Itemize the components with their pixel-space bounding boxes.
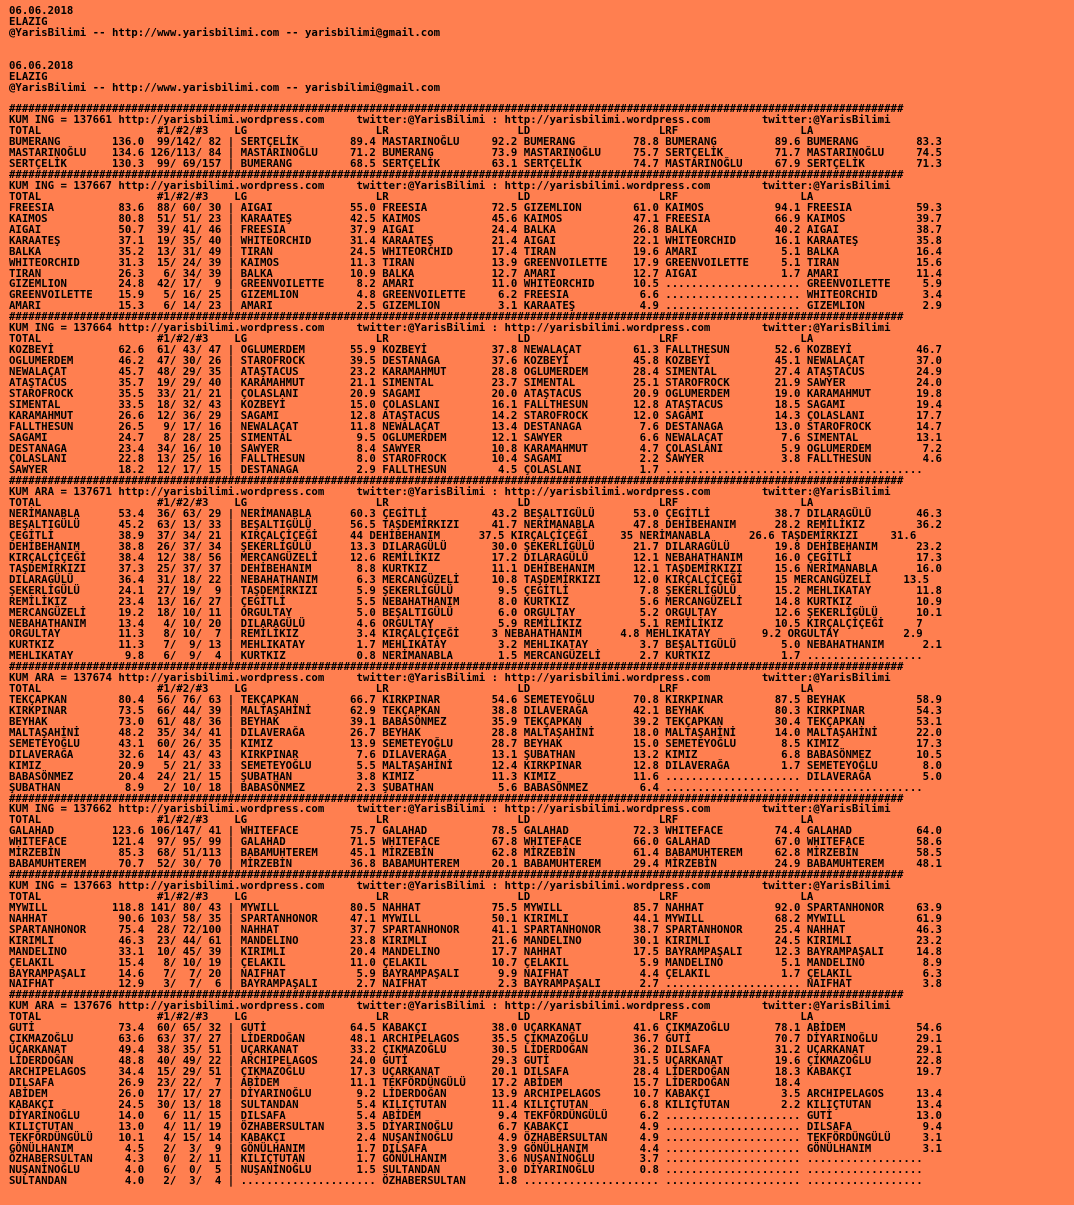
report-line: ÇIKMAZOĞLU 63.6 63/ 37/ 27 | LİDERDOĞAN 48.1 ARCHIPELAGOS 35.5 ÇIKMAZOĞLU 36.7 GUTİ 70.7 DİYARINOĞLU 29.1 [9, 1032, 942, 1046]
report-line: ATAŞTACUS 35.7 19/ 29/ 40 | KARAMAHMUT 21.1 SIMENTAL 23.7 SIMENTAL 25.1 STAROFROCK 21.9 SAWYER 24.0 [9, 375, 942, 389]
report-line: MYWILL 118.8 141/ 80/ 43 | MYWILL 80.5 NAHHAT 75.5 MYWILL 85.7 NAHHAT 92.0 SPARTANHONOR 63.9 [9, 900, 942, 914]
report-line: NEBAHATHANIM 13.4 4/ 10/ 20 | DILARAGÜLÜ 4.6 ORGULTAY 5.9 REMİLİKIZ 5.1 REMİLİKIZ 10.5 KIRÇALÇİÇEĞİ 7 [9, 616, 923, 630]
report-line: TOTAL #1/#2/#3 LG LR LD LRF LA [9, 189, 814, 203]
report-line: TOTAL #1/#2/#3 LG LR LD LRF LA [9, 813, 814, 827]
report-line: ELAZIG [9, 69, 48, 83]
report-line: KUM ING = 137663 http://yarisbilimi.wordpress.com twitter:@YarisBilimi : http://yarisbilimi.wordpress.com twitter:@YarisBilimi [9, 879, 891, 892]
report-line: NERİMANABLA 53.4 36/ 63/ 29 | NERİMANABLA 60.3 ÇEGİTLİ 43.2 BEŞALTIGÜLÜ 53.0 ÇEGİTLİ 38.7 DILARAGÜLÜ 46.3 [9, 507, 942, 521]
report-line: KUM ING = 137662 http://yarisbilimi.wordpress.com twitter:@YarisBilimi : http://yarisbilimi.wordpress.com twitter:@YarisBilimi [9, 802, 891, 816]
report-line: MANDELINO 33.1 10/ 45/ 39 | KIRIMLI 20.4 MANDELINO 17.7 NAHHAT 17.5 BAYRAMPAŞALI 12.3 BAYRAMPAŞALI 14.8 [9, 944, 942, 958]
report-line: BABASÖNMEZ 20.4 24/ 21/ 15 | ŞUBATHAN 3.8 KIMIZ 11.3 KIMIZ 11.6 ..................... DILAVERAĞA 5.0 [9, 769, 942, 783]
report-line: BEYHAK 73.0 61/ 48/ 36 | BEYHAK 39.1 BABASÖNMEZ 35.9 TEKÇAPKAN 39.2 TEKÇAPKAN 30.4 TEKÇAPKAN 53.1 [9, 714, 942, 728]
report-line: DEHİBEHANIM 38.8 26/ 37/ 34 | ŞEKERLİGÜLÜ 13.3 DILARAGÜLÜ 30.0 ŞEKERLİGÜLÜ 21.7 DILARAGÜLÜ 19.8 DEHİBEHANIM 23.2 [9, 539, 942, 553]
report-line: ÇEGİTLİ 38.9 37/ 34/ 21 | KIRÇALÇİÇEĞİ 44 DEHİBEHANIM 37.5 KIRÇALÇİÇEĞİ 35 NERİMANABLA 26.6 TAŞDEMİRKIZI 31.6 [9, 529, 917, 542]
report-line: TOTAL #1/#2/#3 LG LR LD LRF LA [9, 496, 814, 510]
report-line: ŞUBATHAN 8.9 2/ 10/ 18 | BABASÖNMEZ 2.3 ŞUBATHAN 5.6 BABASÖNMEZ 6.4 ..................... .................. [9, 780, 923, 794]
report-line: LİDERDOĞAN 48.8 40/ 49/ 22 | ARCHIPELAGOS 24.0 GUTİ 29.3 GUTİ 31.5 UÇARKANAT 19.6 ÇIKMAZOĞLU 22.8 [9, 1054, 942, 1067]
report-line: ELAZIG [9, 14, 48, 28]
report-line: KABAKÇI 24.5 30/ 13/ 18 | SULTANDAN 5.4 KILIÇTUTAN 11.4 KILIÇTUTAN 6.8 KILIÇTUTAN 2.2 KILIÇTUTAN 13.4 [9, 1097, 942, 1111]
report-line: KIRKPINAR 73.5 66/ 44/ 39 | MALTAŞAHİNİ 62.9 TEKÇAPKAN 38.8 DILAVERAĞA 42.1 BEYHAK 80.3 KIRKPINAR 54.3 [9, 704, 942, 717]
report-line: ÖZHABERSULTAN 4.3 0/ 2/ 11 | KILIÇTUTAN 1.7 GÖNÜLHANIM 3.6 NUŞANİNOĞLU 3.7 ..................... .................. [9, 1152, 923, 1166]
report-line: ARCHIPELAGOS 34.4 15/ 29/ 51 | ÇIKMAZOĞLU 17.3 UÇARKANAT 20.1 DILSAFA 28.4 LİDERDOĞAN 18.3 KABAKÇI 19.7 [9, 1064, 942, 1078]
report-line: REMİLİKIZ 23.4 13/ 16/ 27 | ÇEGİTLİ 5.5 NEBAHATHANIM 8.0 KURTKIZ 5.6 MERCANGÜZELİ 14.8 KURTKIZ 10.9 [9, 594, 942, 608]
report-line: ########################################################################################################################################### [9, 868, 904, 882]
race-report-document [9, 6, 942, 1187]
report-line: ########################################################################################################################################### [9, 310, 904, 324]
report-line: DILSAFA 26.9 23/ 22/ 7 | ABİDEM 11.1 TEKFÖRDÜNGÜLÜ 17.2 ABİDEM 15.7 LİDERDOĞAN 18.4 [9, 1075, 801, 1089]
report-line: TEKFÖRDÜNGÜLÜ 10.1 4/ 15/ 14 | KABAKÇI 2.4 NUŞANİNOĞLU 4.9 ÖZHABERSULTAN 4.9 ..................... TEKFÖRDÜNGÜLÜ 3.1 [9, 1130, 942, 1144]
report-line: MALTAŞAHİNİ 48.2 35/ 34/ 41 | DILAVERAĞA 26.7 BEYHAK 28.8 MALTAŞAHİNİ 18.0 MALTAŞAHİNİ 14.0 MALTAŞAHİNİ 22.0 [9, 725, 942, 739]
report-line: ########################################################################################################################################### [9, 102, 904, 116]
report-line: BEŞALTIGÜLÜ 45.2 63/ 13/ 33 | BEŞALTIGÜLÜ 56.5 TAŞDEMİRKIZI 41.7 NERİMANABLA 47.8 DEHİBEHANIM 28.2 REMİLİKIZ 36.2 [9, 518, 942, 532]
report-line: ########################################################################################################################################### [9, 660, 904, 674]
report-line: BUMERANG 136.0 99/142/ 82 | SERTÇELİK 89.4 MASTARINOĞLU 92.2 BUMERANG 78.8 BUMERANG 89.6 BUMERANG 83.3 [9, 135, 942, 149]
report-line: TOTAL #1/#2/#3 LG LR LD LRF LA [9, 889, 814, 903]
report-line: ########################################################################################################################################### [9, 168, 904, 182]
report-line: TIRAN 26.3 6/ 34/ 39 | BALKA 10.9 BALKA 12.7 AMARI 12.7 AIGAI 1.7 AMARI 11.4 [9, 266, 942, 280]
report-line [9, 39, 942, 50]
report-line: SEMETEYOĞLU 43.1 60/ 26/ 35 | KIMIZ 13.9 SEMETEYOĞLU 28.7 BEYHAK 15.0 SEMETEYOĞLU 8.5 KIMIZ 17.3 [9, 736, 942, 750]
report-line: TOTAL #1/#2/#3 LG LR LD LRF LA [9, 1010, 814, 1024]
report-line: FREESIA 83.6 88/ 60/ 30 | AIGAI 55.0 FREESIA 72.5 GIZEMLION 61.0 KAIMOS 94.1 FREESIA 59.3 [9, 200, 942, 214]
report-line: DESTANAGA 23.4 34/ 16/ 10 | SAWYER 8.4 SAWYER 10.8 KARAMAHMUT 4.7 ÇOLASLANI 5.9 OGLUMERDEM 7.2 [9, 441, 942, 455]
report-line: MERCANGÜZELİ 19.2 18/ 10/ 11 | ORGULTAY 5.0 BEŞALTIGÜLÜ 6.0 ORGULTAY 5.2 ORGULTAY 12.6 ŞEKERLİGÜLÜ 10.1 [9, 605, 942, 619]
report-line: TOTAL #1/#2/#3 LG LR LD LRF LA [9, 124, 814, 138]
report-line: KARAATEŞ 37.1 19/ 35/ 40 | WHITEORCHID 31.4 KARAATEŞ 21.4 AIGAI 22.1 WHITEORCHID 16.1 KARAATEŞ 35.8 [9, 233, 942, 247]
report-line: FALLTHESUN 26.5 9/ 17/ 16 | NEWALAÇAT 11.8 NEWALAÇAT 13.4 DESTANAGA 7.6 DESTANAGA 13.0 STAROFROCK 14.7 [9, 419, 942, 433]
report-line: KUM ING = 137664 http://yarisbilimi.wordpress.com twitter:@YarisBilimi : http://yarisbilimi.wordpress.com twitter:@YarisBilimi [9, 321, 891, 335]
report-line: MEHLIKATAY 9.8 6/ 9/ 4 | KURTKIZ 0.8 NERİMANABLA 1.5 MERCANGÜZELİ 2.7 KURTKIZ 1.7 .................. [9, 649, 923, 663]
report-line: SULTANDAN 4.0 2/ 3/ 4 | ..................... ÖZHABERSULTAN 1.8 ..................... ..................... .................. [9, 1174, 923, 1188]
report-line: AMARI 15.3 6/ 14/ 23 | AMARI 2.5 GIZEMLION 3.1 KARAATEŞ 4.9 ..................... GIZEMLION 2.9 [9, 299, 942, 313]
report-line: KURTKIZ 11.3 7/ 9/ 13 | MEHLIKATAY 1.7 MEHLIKATAY 3.2 MEHLIKATAY 3.7 BEŞALTIGÜLÜ 5.0 NEBAHATHANIM 2.1 [9, 638, 942, 652]
report-line: KIMIZ 20.9 5/ 21/ 33 | SEMETEYOĞLU 5.5 MALTAŞAHİNİ 12.4 KIRKPINAR 12.8 DILAVERAĞA 1.7 SEMETEYOĞLU 8.0 [9, 758, 942, 772]
report-line: ########################################################################################################################################### [9, 988, 904, 1002]
report-line: NAIFHAT 12.9 3/ 7/ 6 | BAYRAMPAŞALI 2.7 NAIFHAT 2.3 BAYRAMPAŞALI 2.7 ..................... NAIFHAT 3.8 [9, 977, 942, 991]
report-line: NAHHAT 90.6 103/ 58/ 35 | SPARTANHONOR 47.1 MYWILL 50.1 KIRIMLI 44.1 MYWILL 68.2 MYWILL 61.9 [9, 911, 942, 925]
report-line: KUM ING = 137667 http://yarisbilimi.wordpress.com twitter:@YarisBilimi : http://yarisbilimi.wordpress.com twitter:@YarisBilimi [9, 179, 891, 192]
report-line [9, 50, 942, 61]
report-line: KARAMAHMUT 26.6 12/ 36/ 29 | SAGAMI 12.8 ATAŞTACUS 14.2 STAROFROCK 12.0 SAGAMI 14.3 ÇOLASLANI 17.7 [9, 408, 942, 422]
report-line: OGLUMERDEM 46.2 47/ 30/ 26 | STAROFROCK 39.5 DESTANAGA 37.6 KOZBEYİ 45.8 KOZBEYİ 45.1 NEWALAÇAT 37.0 [9, 354, 942, 367]
report-line: DILAVERAĞA 32.6 14/ 43/ 43 | KIRKPINAR 7.6 DILAVERAĞA 13.1 ŞUBATHAN 13.2 KIMIZ 6.8 BABASÖNMEZ 10.5 [9, 747, 942, 761]
report-line: ŞEKERLİGÜLÜ 24.1 27/ 19/ 9 | TAŞDEMİRKIZI 5.9 ŞEKERLİGÜLÜ 9.5 ÇEGİTLİ 7.8 ŞEKERLİGÜLÜ 15.2 MEHLIKATAY 11.8 [9, 583, 942, 597]
report-line: SAWYER 18.2 12/ 17/ 15 | DESTANAGA 2.9 FALLTHESUN 4.5 ÇOLASLANI 1.7 ..................... .................. [9, 463, 923, 477]
report-line: BABAMUHTEREM 70.7 52/ 30/ 70 | MİRZEBİN 36.8 BABAMUHTEREM 20.1 BABAMUHTEREM 29.4 MİRZEBİN 24.9 BABAMUHTEREM 48.1 [9, 857, 942, 871]
report-line: MİRZEBİN 85.3 68/ 51/113 | BABAMUHTEREM 45.1 MİRZEBİN 62.8 MİRZEBİN 61.4 BABAMUHTEREM 62.8 MİRZEBİN 58.5 [9, 846, 942, 860]
report-line: KILIÇTUTAN 13.0 4/ 11/ 19 | ÖZHABERSULTAN 3.5 DİYARINOĞLU 6.7 KABAKÇI 4.9 ..................... DILSAFA 9.4 [9, 1119, 942, 1133]
report-line: KOZBEYİ 62.6 61/ 43/ 47 | OGLUMERDEM 55.9 KOZBEYİ 37.8 NEWALAÇAT 61.3 FALLTHESUN 52.6 KOZBEYİ 46.7 [9, 343, 942, 357]
report-line: TOTAL #1/#2/#3 LG LR LD LRF LA [9, 332, 814, 346]
report-line: KUM ARA = 137676 http://yarisbilimi.wordpress.com twitter:@YarisBilimi : http://yarisbilimi.wordpress.com twitter:@YarisBilimi [9, 999, 891, 1013]
report-line: GUTİ 73.4 60/ 65/ 32 | GUTİ 64.5 KABAKÇI 38.0 UÇARKANAT 41.6 ÇIKMAZOĞLU 78.1 ABİDEM 54.6 [9, 1021, 942, 1035]
report-line: ########################################################################################################################################### [9, 474, 904, 488]
report-line: 06.06.2018 [9, 4, 74, 17]
report-line: ORGULTAY 11.3 8/ 10/ 7 | REMİLİKIZ 3.4 KIRÇALÇİÇEĞİ 3 NEBAHATHANIM 4.8 MEHLIKATAY 9.2 ORGULTAY 2.9 [9, 627, 923, 641]
report-line: DILARAGÜLÜ 36.4 31/ 18/ 22 | NEBAHATHANIM 6.3 MERCANGÜZELİ 10.8 TAŞDEMİRKIZI 12.0 KIRÇALÇİÇEĞİ 15 MERCANGÜZELİ 13.5 [9, 572, 930, 586]
report-line: SAGAMI 24.7 8/ 28/ 25 | SIMENTAL 9.5 OGLUMERDEM 12.1 SAWYER 6.6 NEWALAÇAT 7.6 SIMENTAL 13.1 [9, 430, 942, 444]
report-line: SPARTANHONOR 75.4 28/ 72/100 | NAHHAT 37.7 SPARTANHONOR 41.1 SPARTANHONOR 38.7 SPARTANHONOR 25.4 NAHHAT 46.3 [9, 922, 942, 936]
report-line: KUM ARA = 137674 http://yarisbilimi.wordpress.com twitter:@YarisBilimi : http://yarisbilimi.wordpress.com twitter:@YarisBilimi [9, 671, 891, 685]
report-line: TAŞDEMİRKIZI 37.3 25/ 37/ 37 | DEHİBEHANIM 8.8 KURTKIZ 11.1 DEHİBEHANIM 12.1 TAŞDEMİRKIZI 15.6 NERİMANABLA 16.0 [9, 561, 942, 575]
report-line: UÇARKANAT 49.4 38/ 35/ 51 | UÇARKANAT 33.2 ÇIKMAZOĞLU 30.5 LİDERDOĞAN 36.2 DILSAFA 31.2 UÇARKANAT 29.1 [9, 1043, 942, 1057]
report-line: WHITEFACE 121.4 97/ 95/ 99 | GALAHAD 71.5 WHITEFACE 67.8 WHITEFACE 66.0 GALAHAD 67.0 WHITEFACE 58.6 [9, 835, 942, 849]
report-line: NEWALAÇAT 45.7 48/ 29/ 35 | ATAŞTACUS 23.2 KARAMAHMUT 28.8 OGLUMERDEM 28.4 SIMENTAL 27.4 ATAŞTACUS 24.9 [9, 364, 942, 378]
report-line: GÖNÜLHANIM 4.5 2/ 3/ 9 | GÖNÜLHANIM 1.7 DILSAFA 3.9 GÖNÜLHANIM 4.4 ..................... GÖNÜLHANIM 3.1 [9, 1141, 942, 1155]
report-line: GALAHAD 123.6 106/147/ 41 | WHITEFACE 75.7 GALAHAD 78.5 GALAHAD 72.3 WHITEFACE 74.4 GALAHAD 64.0 [9, 824, 942, 838]
report-line: BAYRAMPAŞALI 14.6 7/ 7/ 20 | NAIFHAT 5.9 BAYRAMPAŞALI 9.9 NAIFHAT 4.4 ÇELAKIL 1.7 ÇELAKIL 6.3 [9, 966, 942, 980]
report-line: NUŞANİNOĞLU 4.0 6/ 0/ 5 | NUŞANİNOĞLU 1.5 SULTANDAN 3.0 DİYARINOĞLU 0.8 ..................... .................. [9, 1163, 923, 1177]
report-line: ÇELAKIL 15.4 8/ 10/ 19 | ÇELAKIL 11.0 ÇELAKIL 10.7 ÇELAKIL 5.9 MANDELINO 5.1 MANDELINO 8.9 [9, 955, 942, 969]
report-line: SIMENTAL 33.5 18/ 32/ 43 | KOZBEYİ 15.0 ÇOLASLANI 16.1 FALLTHESUN 12.8 ATAŞTACUS 18.5 SAGAMI 19.4 [9, 397, 942, 411]
report-line: BALKA 35.2 13/ 31/ 49 | TIRAN 24.5 WHITEORCHID 17.4 TIRAN 19.6 AMARI 5.1 BALKA 16.4 [9, 244, 942, 258]
report-line: DİYARINOĞLU 14.0 6/ 11/ 15 | DILSAFA 5.4 ABİDEM 9.4 TEKFÖRDÜNGÜLÜ 6.2 ..................... GUTİ 13.0 [9, 1108, 942, 1122]
report-line: KAIMOS 80.8 51/ 51/ 23 | KARAATEŞ 42.5 KAIMOS 45.6 KAIMOS 47.1 FREESIA 66.9 KAIMOS 39.7 [9, 211, 942, 225]
report-line: KIRÇALÇİÇEĞİ 38.4 12/ 38/ 56 | MERCANGÜZELİ 12.6 REMİLİKIZ 17.2 DILARAGÜLÜ 12.1 NEBAHATHANIM 16.0 ÇEGİTLİ 17.3 [9, 550, 942, 564]
report-line: KUM ING = 137661 http://yarisbilimi.wordpress.com twitter:@YarisBilimi : http://yarisbilimi.wordpress.com twitter:@YarisBilimi [9, 113, 891, 127]
report-line: 06.06.2018 [9, 58, 74, 72]
report-line: ABİDEM 26.0 17/ 17/ 27 | DİYARINOĞLU 9.2 LİDERDOĞAN 13.9 ARCHIPELAGOS 10.7 KABAKÇI 3.5 ARCHIPELAGOS 13.4 [9, 1086, 942, 1100]
report-line: AIGAI 50.7 39/ 41/ 46 | FREESIA 37.9 AIGAI 24.4 BALKA 26.8 BALKA 40.2 AIGAI 38.7 [9, 222, 942, 236]
report-line: @YarisBilimi -- http://www.yarisbilimi.com -- yarisbilimi@gmail.com [9, 25, 441, 39]
report-line: STAROFROCK 35.5 33/ 21/ 21 | ÇOLASLANI 20.9 SAGAMI 20.0 ATAŞTACUS 20.9 OGLUMERDEM 19.0 KARAMAHMUT 19.8 [9, 386, 942, 400]
report-line: MASTARINOĞLU 134.6 126/113/ 84 | MASTARINOĞLU 71.2 BUMERANG 73.9 MASTARINOĞLU 75.7 SERTÇELİK 71.7 MASTARINOĞLU 74.5 [9, 146, 942, 160]
report-line: @YarisBilimi -- http://www.yarisbilimi.com -- yarisbilimi@gmail.com [9, 80, 441, 94]
report-line: TOTAL #1/#2/#3 LG LR LD LRF LA [9, 682, 814, 696]
report-line: GREENVOILETTE 15.9 5/ 16/ 25 | GIZEMLION 4.8 GREENVOILETTE 6.2 FREESIA 6.6 ..................... WHITEORCHID 3.4 [9, 288, 942, 302]
report-line: WHITEORCHID 31.3 15/ 24/ 39 | KAIMOS 11.3 TIRAN 13.9 GREENVOILETTE 17.9 GREENVOILETTE 5.1 TIRAN 15.6 [9, 255, 942, 269]
report-line: GIZEMLION 24.8 42/ 17/ 9 | GREENVOILETTE 8.2 AMARI 11.0 WHITEORCHID 10.5 ..................... GREENVOILETTE 5.9 [9, 277, 942, 291]
report-line: ÇOLASLANI 22.8 13/ 25/ 16 | FALLTHESUN 8.0 STAROFROCK 10.4 SAGAMI 2.2 SAWYER 3.8 FALLTHESUN 4.6 [9, 452, 942, 466]
report-line: TEKÇAPKAN 80.4 56/ 76/ 63 | TEKÇAPKAN 66.7 KIRKPINAR 54.6 SEMETEYOĞLU 70.8 KIRKPINAR 87.5 BEYHAK 58.9 [9, 693, 942, 707]
report-line: SERTÇELİK 130.3 99/ 69/157 | BUMERANG 68.5 SERTÇELİK 63.1 SERTÇELİK 74.7 MASTARINOĞLU 67.9 SERTÇELİK 71.3 [9, 157, 942, 171]
report-line: KUM ARA = 137671 http://yarisbilimi.wordpress.com twitter:@YarisBilimi : http://yarisbilimi.wordpress.com twitter:@YarisBilimi [9, 485, 891, 499]
report-line: KIRIMLI 46.3 23/ 44/ 61 | MANDELINO 23.8 KIRIMLI 21.6 MANDELINO 30.1 KIRIMLI 24.5 KIRIMLI 23.2 [9, 933, 942, 947]
report-line: ########################################################################################################################################### [9, 791, 904, 805]
